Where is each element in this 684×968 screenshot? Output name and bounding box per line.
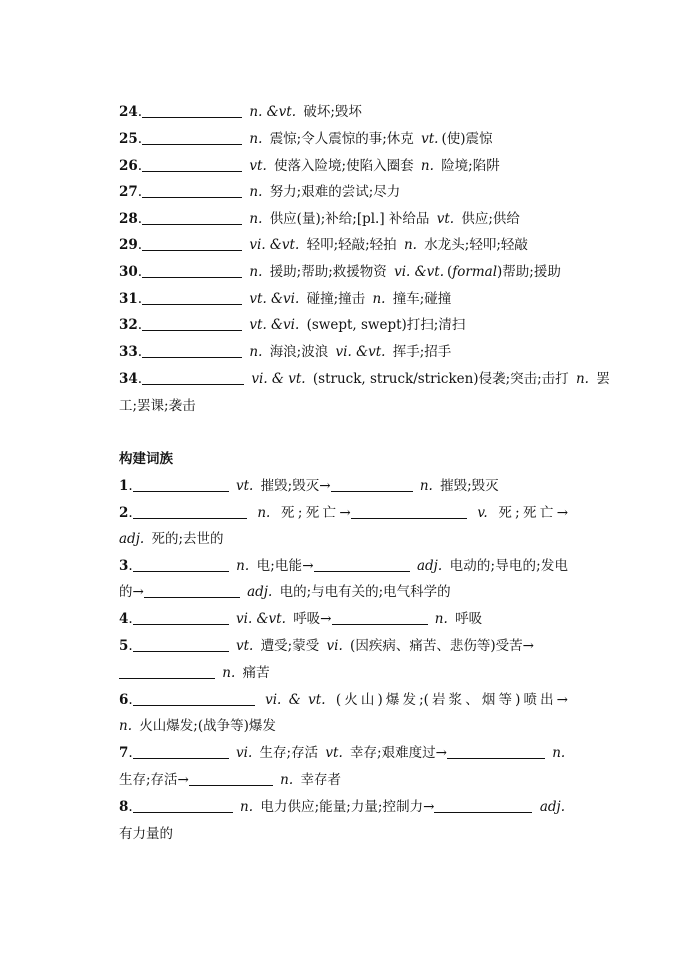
family-8: 8. n. 电力供应;能量;力量;控制力→ adj. (119, 799, 565, 815)
entry-33: 33. n. 海浪;波浪 vi. &vt. 挥手;招手 (119, 344, 452, 360)
answer-blank[interactable] (332, 610, 428, 625)
family-8-continued: 有力量的 (119, 826, 173, 842)
answer-blank[interactable] (133, 691, 255, 706)
entry-24: 24. n. &vt. 破坏;毁坏 (119, 104, 362, 120)
answer-blank[interactable] (142, 210, 242, 225)
answer-blank[interactable] (142, 236, 242, 251)
entry-34-continued: 工;罢课;袭击 (119, 398, 196, 414)
family-5: 5. vt. 遭受;蒙受 vi. (因疾病、痛苦、悲伤等)受苦→ (119, 638, 534, 654)
answer-blank[interactable] (351, 504, 467, 519)
family-2-continued: adj. 死的;去世的 (119, 531, 224, 547)
answer-blank[interactable] (142, 183, 242, 198)
family-3: 3. n. 电;电能→ adj. 电动的;导电的;发电 (119, 558, 568, 574)
answer-blank[interactable] (119, 664, 215, 679)
answer-blank[interactable] (447, 744, 545, 759)
answer-blank[interactable] (142, 316, 242, 331)
family-4: 4. vi. &vt. 呼吸→ n. 呼吸 (119, 611, 483, 627)
entry-27: 27. n. 努力;艰难的尝试;尽力 (119, 184, 401, 200)
entry-28: 28. n. 供应(量);补给;[pl.] 补给品 vt. 供应;供给 (119, 211, 520, 227)
answer-blank[interactable] (142, 103, 242, 118)
family-5-continued: n. 痛苦 (119, 663, 568, 683)
entry-26: 26. vt. 使落入险境;使陷入圈套 n. 险境;陷阱 (119, 158, 500, 174)
answer-blank[interactable] (142, 263, 242, 278)
answer-blank[interactable] (144, 583, 240, 598)
answer-blank[interactable] (133, 477, 229, 492)
answer-blank[interactable] (133, 557, 229, 572)
entry-25: 25. n. 震惊;令人震惊的事;休克 vt. (使)震惊 (119, 131, 493, 147)
answer-blank[interactable] (331, 477, 413, 492)
family-3-continued: 的→ adj. 电的;与电有关的;电气科学的 (119, 584, 451, 600)
family-1: 1. vt. 摧毁;毁灭→ n. 摧毁;毁灭 (119, 478, 499, 494)
section-title: 构建词族 (119, 451, 173, 467)
answer-blank[interactable] (142, 290, 242, 305)
answer-blank[interactable] (189, 771, 273, 786)
answer-blank[interactable] (142, 157, 242, 172)
answer-blank[interactable] (314, 557, 410, 572)
entry-34: 34. vi. & vt. (struck, struck/stricken)侵袭;突击;击打 n. 罢 (119, 371, 610, 387)
entry-30: 30. n. 援助;帮助;救援物资 vi. &vt. (formal)帮助;援助 (119, 264, 561, 280)
family-2: 2. n. 死;死亡→ v. 死;死亡→ (119, 505, 569, 521)
answer-blank[interactable] (133, 504, 247, 519)
answer-blank[interactable] (142, 343, 242, 358)
family-7: 7. vi. 生存;存活 vt. 幸存;艰难度过→ n. (119, 745, 566, 761)
answer-blank[interactable] (133, 798, 233, 813)
answer-blank[interactable] (434, 798, 532, 813)
answer-blank[interactable] (142, 130, 242, 145)
family-6-continued: n. 火山爆发;(战争等)爆发 (119, 718, 276, 734)
answer-blank[interactable] (142, 370, 244, 385)
entry-31: 31. vt. &vi. 碰撞;撞击 n. 撞车;碰撞 (119, 291, 452, 307)
family-7-continued: 生存;存活→ n. 幸存者 (119, 772, 341, 788)
family-6: 6. vi. & vt. (火山)爆发;(岩浆、烟等)喷出→ (119, 692, 568, 708)
answer-blank[interactable] (133, 744, 229, 759)
entry-29: 29. vi. &vt. 轻叩;轻敲;轻拍 n. 水龙头;轻叩;轻敲 (119, 237, 528, 253)
answer-blank[interactable] (133, 637, 229, 652)
entry-32: 32. vt. &vi. (swept, swept)打扫;清扫 (119, 317, 466, 333)
answer-blank[interactable] (133, 610, 229, 625)
